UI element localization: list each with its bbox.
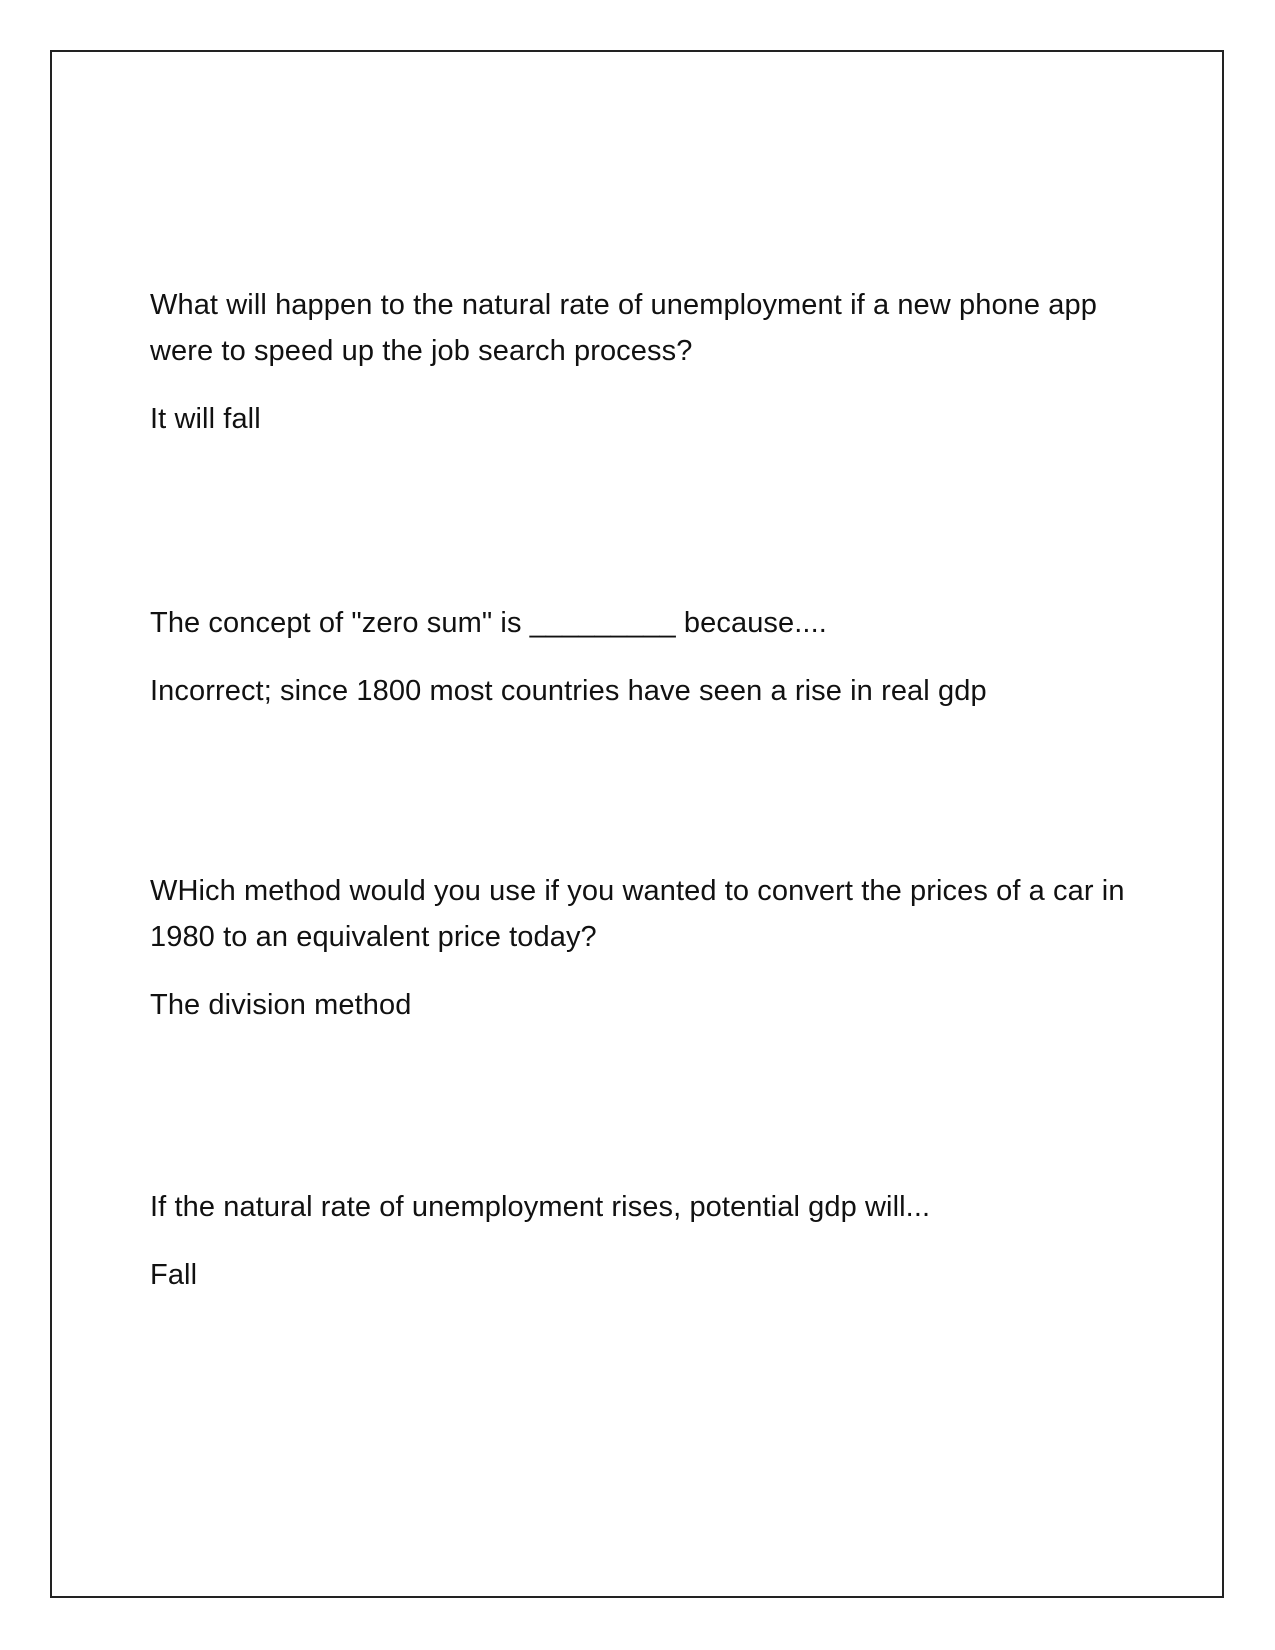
answer-text: It will fall xyxy=(150,403,261,435)
answer-text: Incorrect; since 1800 most countries have seen a rise in real gdp xyxy=(150,675,987,707)
answer-text: Fall xyxy=(150,1259,198,1291)
question-text: What will happen to the natural rate of unemployment if a new phone app were to speed up the job search process? xyxy=(150,289,1097,367)
qa-block xyxy=(150,282,1130,442)
question-text: WHich method would you use if you wanted to convert the prices of a car in 1980 to an equivalent price today? xyxy=(150,875,1125,953)
answer-text: The division method xyxy=(150,989,412,1021)
qa-block xyxy=(150,868,1130,1028)
qa-block xyxy=(150,600,1130,714)
question-text: If the natural rate of unemployment rises, potential gdp will... xyxy=(150,1191,931,1223)
question-text: The concept of "zero sum" is _________ because.... xyxy=(150,607,827,639)
qa-block xyxy=(150,1184,1130,1298)
